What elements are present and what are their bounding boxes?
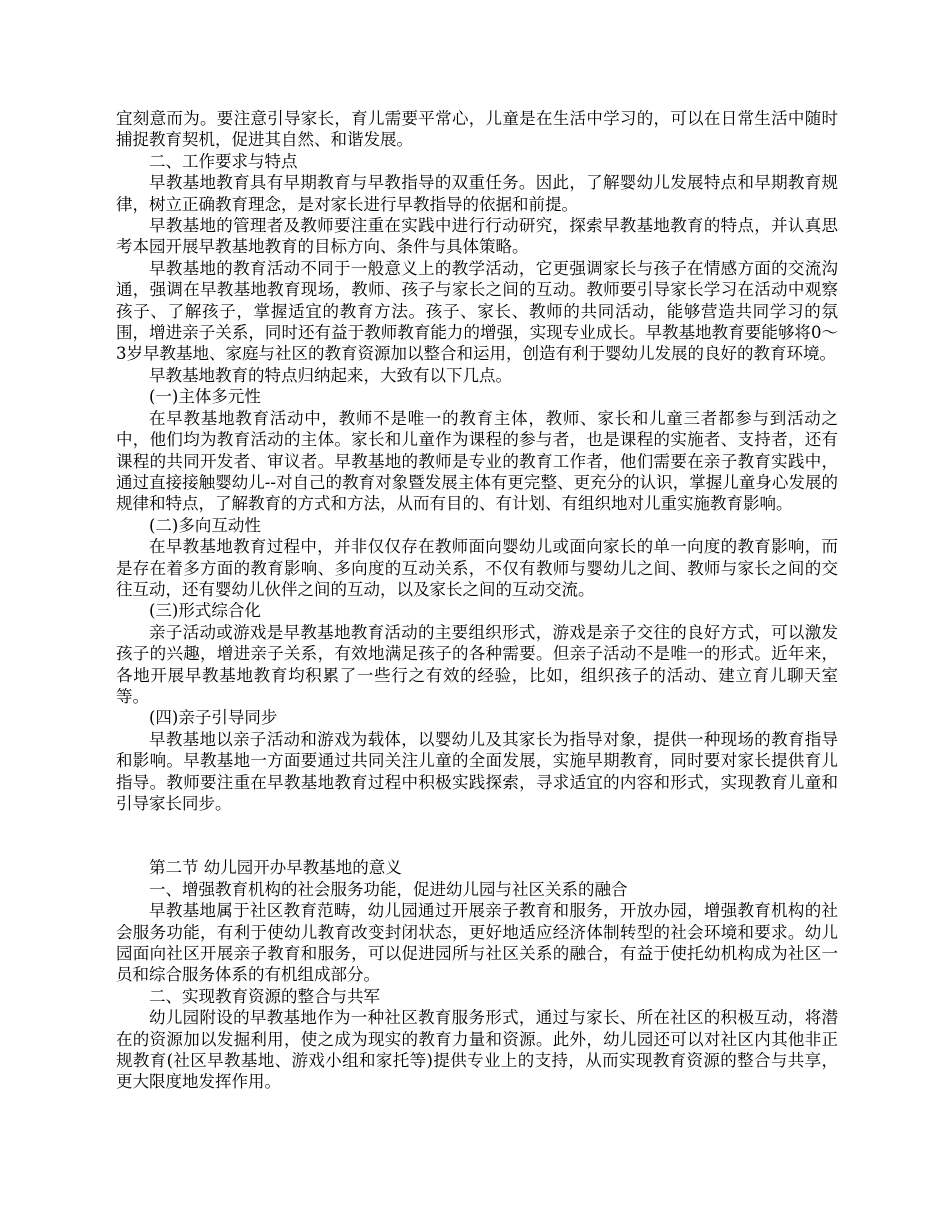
body-paragraph: 早教基地属于社区教育范畴，幼儿园通过开展亲子教育和服务，开放办园，增强教育机构的社会服务功能，有利于使幼儿教育改变封闭状态，更好地适应经济体制转型的社会环境和要求。幼儿园面向社区开展亲子教育和服务，可以促进园所与社区关系的融合，有益于使托幼机构成为社区一员和综合服务体系的有机组成部分。 (116, 901, 838, 985)
section-heading: 第二节 幼儿园开办早教基地的意义 (149, 858, 402, 878)
body-paragraph: 在早教基地教育活动中，教师不是唯一的教育主体，教师、家长和儿童三者都参与到活动之中，他们均为教育活动的主体。家长和儿童作为课程的参与者，也是课程的实施者、支持者，还有课程的共同开发者、审议者。早教基地的教师是专业的教育工作者，他们需要在亲子教育实践中，通过直接接触婴幼儿--对自己的教育对象暨发展主体有更完整、更充分的认识，掌握儿童身心发展的规律和特点，了解教育的方式和方法，从而有目的、有计划、有组织地对儿重实施教育影响。 (116, 408, 838, 514)
section-heading: 一、增强教育机构的社会服务功能，促进幼儿园与社区关系的融合 (149, 879, 628, 899)
body-paragraph: 早教基地以亲子活动和游戏为载体，以婴幼儿及其家长为指导对象，提供一种现场的教育指导和影响。早教基地一方面要通过共同关注儿童的全面发展，实施早期教育，同时要对家长提供育儿指导。教师要注重在早教基地教育过程中积极实践探索，寻求适宜的内容和形式，实现教育儿童和引导家长同步。 (116, 729, 838, 813)
body-paragraph: 早教基地教育的特点归纳起来，大致有以下几点。 (149, 365, 512, 385)
body-paragraph: 幼儿园附设的早教基地作为一种社区教育服务形式，通过与家长、所在社区的积极互动，将潜在的资源加以发掘利用，使之成为现实的教育力量和资源。此外，幼儿园还可以对社区内其他非正规教育(社区早教基地、游戏小组和家托等)提供专业上的支持，从而实现教育资源的整合与共享，更大限度地发挥作用。 (116, 1008, 838, 1092)
section-heading: (二)多向互动性 (149, 515, 261, 535)
body-paragraph: 早教基地教育具有早期教育与早教指导的双重任务。因此，了解婴幼儿发展特点和早期教育规律，树立正确教育理念，是对家长进行早教指导的依据和前提。 (116, 173, 838, 214)
text-section-bottom (116, 857, 838, 1092)
section-heading: (一)主体多元性 (149, 387, 261, 407)
body-paragraph: 在早教基地教育过程中，并非仅仅存在教师面向婴幼儿或面向家长的单一向度的教育影响，而是存在着多方面的教育影响、多向度的互动关系，不仅有教师与婴幼儿之间、教师与家长之间的交往互动，还有婴幼儿伙伴之间的互动，以及家长之间的互动交流。 (116, 537, 838, 599)
section-heading: (三)形式综合化 (149, 601, 261, 621)
document-page (116, 108, 838, 1093)
section-heading: 二、工作要求与特点 (149, 151, 298, 171)
section-heading: 二、实现教育资源的整合与共军 (149, 986, 380, 1006)
body-paragraph: 宜刻意而为。要注意引导家长，育儿需要平常心，儿童是在生活中学习的，可以在日常生活中随时捕捉教育契机，促进其自然、和谐发展。 (116, 109, 838, 150)
body-paragraph: 早教基地的管理者及教师要注重在实践中进行行动研究，探索早教基地教育的特点，并认真思考本园开展早教基地教育的目标方向、条件与具体策略。 (116, 216, 838, 257)
body-paragraph: 早教基地的教育活动不同于一般意义上的教学活动，它更强调家长与孩子在情感方面的交流沟通，强调在早教基地教育现场，教师、孩子与家长之间的互动。教师要引导家长学习在活动中观察孩子、了解孩子，掌握适宜的教育方法。孩子、家长、教师的共同活动，能够营造共同学习的氛围，增进亲子关系，同时还有益于教师教育能力的增强，实现专业成长。早教基地教育要能够将0～3岁早教基地、家庭与社区的教育资源加以整合和运用，创造有利于婴幼儿发展的良好的教育环境。 (116, 258, 838, 364)
section-heading: (四)亲子引导同步 (149, 708, 278, 728)
text-section-top (116, 108, 838, 814)
body-paragraph: 亲子活动或游戏是早教基地教育活动的主要组织形式，游戏是亲子交往的良好方式，可以激发孩子的兴趣，增进亲子关系，有效地满足孩子的各种需要。但亲子活动不是唯一的形式。近年来，各地开展早教基地教育均积累了一些行之有效的经验，比如，组织孩子的活动、建立育儿聊天室等。 (116, 622, 838, 706)
section-gap (116, 814, 838, 857)
